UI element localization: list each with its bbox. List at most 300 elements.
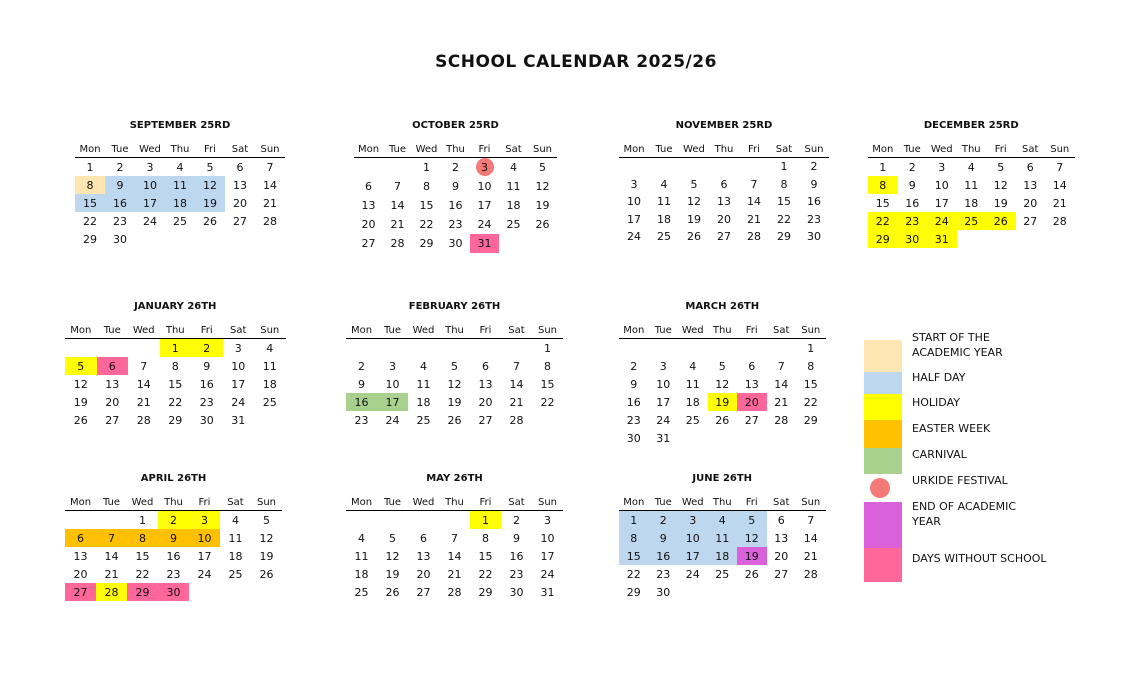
day-cell: 23: [656, 567, 671, 581]
day-cell: 24: [627, 230, 641, 244]
day-cell: 5: [263, 513, 270, 527]
month-8: [65, 473, 282, 621]
day-cell: 22: [777, 212, 791, 226]
day-cell: 2: [358, 359, 365, 373]
day-cell: 14: [104, 549, 119, 563]
day-cell: 13: [744, 377, 759, 391]
day-cell: 26: [447, 413, 462, 427]
day-cell: 25: [173, 214, 187, 228]
weekday-header: Mon: [350, 497, 373, 508]
weekday-header: Mon: [350, 325, 373, 336]
day-cell: 6: [420, 531, 427, 545]
day-cell: 17: [627, 212, 641, 226]
day-cell: 20: [73, 567, 88, 581]
day-cell: 11: [506, 180, 521, 193]
day-cell: 27: [1023, 214, 1038, 228]
weekday-header: Sun: [256, 497, 277, 508]
day-cell: 30: [509, 585, 524, 599]
day-cell: 18: [657, 212, 671, 226]
day-cell: 14: [263, 178, 277, 192]
day-cell: 7: [1056, 160, 1064, 174]
day-cell: 11: [708, 529, 738, 547]
day-cell: 13: [361, 199, 376, 212]
day-cell: 1: [160, 339, 192, 357]
day-cell: 20: [416, 567, 431, 581]
day-cell: 12: [687, 195, 701, 209]
day-cell: 30: [113, 232, 127, 246]
day-cell: 4: [689, 359, 697, 373]
day-cell: 24: [685, 567, 700, 581]
day-cell: 16: [199, 377, 214, 391]
day-cell: 19: [259, 549, 274, 563]
day-cell: 26: [715, 413, 730, 427]
day-cell: 22: [868, 212, 898, 230]
day-cell: 31: [231, 413, 246, 427]
weekday-header: Fri: [204, 144, 216, 155]
day-cell: 3: [659, 359, 667, 373]
day-cell: 26: [385, 585, 400, 599]
day-cell: 23: [898, 212, 928, 230]
weekday-header: Tue: [383, 325, 402, 336]
day-cell: 23: [807, 212, 821, 226]
day-cell: 8: [171, 359, 179, 373]
day-cell: 17: [934, 196, 949, 210]
day-cell: 28: [747, 230, 761, 244]
day-cell: 8: [780, 177, 788, 191]
day-cell: 15: [478, 549, 493, 563]
day-cell: 3: [389, 359, 396, 373]
day-cell: 29: [803, 413, 818, 427]
day-cell: 25: [262, 395, 277, 409]
day-cell: 30: [158, 583, 189, 601]
day-cell: 2: [810, 160, 818, 174]
day-cell: 6: [1026, 160, 1034, 174]
header-rule: [619, 338, 826, 339]
weekday-header: Fri: [994, 144, 1007, 155]
month-10: [619, 473, 826, 621]
day-cell: 11: [354, 549, 369, 563]
day-cell: 6: [482, 359, 489, 373]
day-cell: 15: [75, 194, 105, 212]
day-cell: 15: [540, 377, 555, 391]
day-cell: 10: [934, 178, 949, 192]
month-5: [65, 301, 286, 449]
weekday-header: Thu: [170, 144, 190, 155]
day-cell: 8: [807, 359, 815, 373]
day-cell: 21: [263, 196, 277, 210]
day-cell: 21: [509, 395, 524, 409]
legend-swatch-holiday: [864, 394, 902, 420]
day-cell: 2: [908, 160, 916, 174]
day-cell: 28: [803, 567, 818, 581]
day-cell: 21: [1052, 196, 1067, 210]
day-cell: 19: [73, 395, 88, 409]
day-cell: 21: [747, 212, 761, 226]
day-cell: 21: [136, 395, 151, 409]
legend-label: URKIDE FESTIVAL: [912, 474, 1008, 487]
day-cell: 12: [715, 377, 730, 391]
day-cell: 29: [478, 585, 493, 599]
weekday-header: Sat: [231, 144, 249, 155]
weekday-header: Sun: [801, 497, 821, 508]
day-cell: 8: [868, 176, 898, 194]
day-cell: 5: [65, 357, 97, 375]
day-cell: 5: [451, 359, 458, 373]
day-cell: 23: [509, 567, 524, 581]
day-cell: 17: [377, 393, 408, 411]
weekday-header: Mon: [79, 144, 101, 155]
weekday-header: Tue: [655, 144, 673, 155]
day-cell: 7: [777, 359, 785, 373]
day-cell: 11: [416, 377, 431, 391]
legend-swatch-end: [864, 502, 902, 548]
day-cell: 15: [803, 377, 818, 391]
day-cell: 17: [477, 199, 492, 212]
day-cell: 20: [233, 196, 247, 210]
day-cell: 26: [73, 413, 88, 427]
day-cell: 7: [451, 531, 458, 545]
day-cell: 25: [506, 218, 521, 231]
month-7: [619, 301, 826, 449]
day-cell: 4: [660, 177, 668, 191]
legend-swatch-festival: [870, 478, 890, 498]
day-cell: 23: [166, 567, 181, 581]
day-cell: 27: [478, 413, 493, 427]
day-cell: 25: [685, 413, 700, 427]
day-cell: 22: [419, 218, 434, 231]
day-cell: 9: [513, 531, 520, 545]
day-cell: 24: [656, 413, 671, 427]
day-cell: 10: [135, 176, 165, 194]
day-cell: 23: [448, 218, 463, 231]
weekday-header: Thu: [445, 325, 464, 336]
day-cell: 12: [73, 377, 88, 391]
day-cell: 18: [708, 547, 738, 565]
legend-label: START OF THE ACADEMIC YEAR: [912, 331, 1003, 359]
calendar-title: SCHOOL CALENDAR 2025/26: [435, 52, 717, 72]
day-cell: 8: [482, 531, 489, 545]
weekday-header: Wed: [132, 325, 155, 336]
day-cell: 17: [231, 377, 246, 391]
day-cell: 17: [197, 549, 212, 563]
day-cell: 27: [65, 583, 96, 601]
weekday-header: Tue: [654, 325, 672, 336]
day-cell: 7: [750, 177, 758, 191]
day-cell: 26: [259, 567, 274, 581]
day-cell: 22: [168, 395, 183, 409]
day-cell: 29: [127, 583, 158, 601]
weekday-header: Fri: [745, 497, 758, 508]
day-cell: 10: [627, 195, 641, 209]
weekday-header: Fri: [479, 325, 492, 336]
month-title: JANUARY 26TH: [134, 301, 217, 312]
day-cell: 22: [626, 567, 641, 581]
weekday-header: Sat: [508, 497, 525, 508]
day-cell: 18: [506, 199, 521, 212]
legend-swatch-carnival: [864, 448, 902, 474]
day-cell: 13: [416, 549, 431, 563]
day-cell: 27: [105, 413, 120, 427]
weekday-header: Mon: [623, 325, 645, 336]
month-title: SEPTEMBER 25RD: [129, 120, 231, 131]
day-cell: 19: [993, 196, 1008, 210]
header-rule: [346, 338, 563, 339]
day-cell: 5: [206, 160, 214, 174]
day-cell: 12: [447, 377, 462, 391]
day-cell: 27: [361, 237, 376, 250]
day-cell: 19: [385, 567, 400, 581]
day-cell: 3: [146, 160, 154, 174]
weekday-header: Thu: [164, 497, 183, 508]
day-cell: 24: [197, 567, 212, 581]
day-cell: 13: [1023, 178, 1038, 192]
day-cell: 28: [447, 585, 462, 599]
month-title: JUNE 26TH: [692, 473, 753, 484]
day-cell: 9: [203, 359, 211, 373]
day-cell: 6: [748, 359, 756, 373]
month-1: [75, 120, 285, 268]
day-cell: 3: [678, 511, 708, 529]
day-cell: 22: [540, 395, 555, 409]
weekday-header: Sun: [1050, 144, 1070, 155]
day-cell: 9: [105, 176, 135, 194]
day-cell: 9: [810, 177, 818, 191]
legend-label: HOLIDAY: [912, 396, 960, 409]
day-cell: 28: [1052, 214, 1067, 228]
day-cell: 5: [690, 177, 698, 191]
day-cell: 20: [774, 549, 789, 563]
day-cell: 9: [908, 178, 916, 192]
day-cell: 26: [986, 212, 1016, 230]
day-cell: 4: [358, 531, 365, 545]
day-cell: 1: [423, 161, 430, 174]
day-cell: 25: [715, 567, 730, 581]
day-cell: 21: [803, 549, 818, 563]
day-cell: 20: [737, 393, 767, 411]
day-cell: 24: [385, 413, 400, 427]
day-cell: 7: [266, 160, 274, 174]
day-cell: 6: [365, 180, 372, 193]
day-cell: 8: [619, 529, 649, 547]
legend-label: DAYS WITHOUT SCHOOL: [912, 552, 1047, 565]
day-cell: 31: [470, 234, 499, 253]
day-cell: 30: [199, 413, 214, 427]
day-cell: 16: [448, 199, 463, 212]
weekday-header: Wed: [681, 325, 704, 336]
day-cell: 6: [97, 357, 129, 375]
day-cell: 9: [649, 529, 679, 547]
day-cell: 2: [649, 511, 679, 529]
day-cell: 26: [687, 230, 701, 244]
day-cell: 6: [720, 177, 728, 191]
day-cell: 29: [868, 230, 898, 248]
day-cell: 12: [993, 178, 1008, 192]
weekday-header: Thu: [712, 325, 732, 336]
weekday-header: Tue: [383, 497, 402, 508]
day-cell: 1: [139, 513, 146, 527]
weekday-header: Sun: [537, 325, 558, 336]
legend-swatch-start: [864, 340, 902, 374]
day-cell: 6: [236, 160, 244, 174]
day-cell: 15: [135, 549, 150, 563]
day-cell: 16: [346, 393, 377, 411]
day-cell: 18: [416, 395, 431, 409]
day-cell: 12: [535, 180, 550, 193]
day-cell: 31: [540, 585, 555, 599]
day-cell: 3: [189, 511, 220, 529]
day-cell: 12: [195, 176, 225, 194]
month-title: APRIL 26TH: [140, 473, 207, 484]
day-cell: 18: [964, 196, 979, 210]
weekday-header: Sat: [508, 325, 525, 336]
day-cell: 30: [448, 237, 463, 250]
day-cell: 13: [105, 377, 120, 391]
legend-label: END OF ACADEMIC YEAR: [912, 500, 1017, 528]
day-cell: 16: [509, 549, 524, 563]
day-cell: 12: [259, 531, 274, 545]
weekday-header: Tue: [654, 497, 672, 508]
day-cell: 11: [657, 195, 671, 209]
day-cell: 12: [737, 529, 767, 547]
day-cell: 17: [540, 549, 555, 563]
weekday-header: Tue: [102, 497, 121, 508]
weekday-header: Mon: [872, 144, 894, 155]
day-cell: 30: [656, 585, 671, 599]
day-cell: 16: [626, 395, 641, 409]
day-cell: 23: [626, 413, 641, 427]
day-cell: 25: [957, 212, 987, 230]
day-cell: 13: [233, 178, 247, 192]
weekday-header: Fri: [748, 144, 760, 155]
day-cell: 24: [540, 567, 555, 581]
weekday-header: Mon: [70, 325, 92, 336]
day-cell: 14: [447, 549, 462, 563]
weekday-header: Sun: [804, 144, 824, 155]
day-cell: 15: [875, 196, 890, 210]
day-cell: 12: [385, 549, 400, 563]
weekday-header: Wed: [412, 325, 435, 336]
day-cell: 10: [477, 180, 492, 193]
day-cell: 22: [135, 567, 150, 581]
day-cell: 8: [127, 529, 158, 547]
day-cell: 10: [189, 529, 220, 547]
day-cell: 4: [510, 161, 517, 174]
day-cell: 19: [195, 194, 225, 212]
weekday-header: Wed: [683, 144, 705, 155]
day-cell: 28: [136, 413, 151, 427]
day-cell: 7: [807, 513, 815, 527]
month-title: NOVEMBER 25RD: [675, 120, 773, 131]
day-cell: 25: [416, 413, 431, 427]
weekday-header: Wed: [139, 144, 161, 155]
day-cell: 18: [165, 194, 195, 212]
day-cell: 30: [807, 230, 821, 244]
day-cell: 4: [232, 513, 239, 527]
day-cell: 20: [361, 218, 376, 231]
day-cell: 14: [509, 377, 524, 391]
day-cell: 3: [234, 341, 242, 355]
day-cell: 26: [744, 567, 759, 581]
day-cell: 5: [737, 511, 767, 529]
day-cell: 25: [354, 585, 369, 599]
day-cell: 16: [649, 547, 679, 565]
day-cell: 15: [619, 547, 649, 565]
day-cell: 28: [390, 237, 405, 250]
weekday-header: Wed: [930, 144, 953, 155]
day-cell: 30: [898, 230, 928, 248]
legend-label: CARNIVAL: [912, 448, 967, 461]
day-cell: 21: [447, 567, 462, 581]
day-cell: 21: [774, 395, 789, 409]
day-cell: 4: [967, 160, 975, 174]
month-title: MARCH 26TH: [685, 301, 760, 312]
day-cell: 10: [678, 529, 708, 547]
month-title: FEBRUARY 26TH: [408, 301, 501, 312]
day-cell: 19: [687, 212, 701, 226]
day-cell: 2: [630, 359, 638, 373]
day-cell: 20: [105, 395, 120, 409]
legend-label: EASTER WEEK: [912, 422, 991, 435]
weekday-header: Wed: [131, 497, 154, 508]
weekday-header: Sun: [537, 497, 558, 508]
day-cell: 11: [228, 531, 243, 545]
day-cell: 27: [717, 230, 731, 244]
day-cell: 17: [678, 547, 708, 565]
weekday-header: Sat: [227, 497, 244, 508]
day-cell: 28: [263, 214, 277, 228]
day-cell: 4: [266, 341, 274, 355]
day-cell: 2: [158, 511, 189, 529]
day-cell: 11: [165, 176, 195, 194]
day-cell: 4: [420, 359, 427, 373]
day-cell: 27: [233, 214, 247, 228]
day-cell: 31: [656, 431, 671, 445]
day-cell: 27: [744, 413, 759, 427]
day-cell: 8: [544, 359, 551, 373]
day-cell: 16: [807, 195, 821, 209]
day-cell: 14: [390, 199, 405, 212]
day-cell: 21: [104, 567, 119, 581]
weekday-header: Sat: [230, 325, 247, 336]
day-cell: 1: [470, 511, 501, 529]
day-cell: 7: [394, 180, 401, 193]
day-cell: 30: [626, 431, 641, 445]
day-cell: 9: [358, 377, 365, 391]
day-cell: 7: [96, 529, 127, 547]
day-cell: 19: [447, 395, 462, 409]
day-cell: 1: [619, 511, 649, 529]
legend-swatch-noschool: [864, 548, 902, 582]
day-cell: 20: [717, 212, 731, 226]
day-cell: 2: [116, 160, 124, 174]
day-cell: 7: [140, 359, 148, 373]
day-cell: 14: [1052, 178, 1067, 192]
day-cell: 19: [708, 393, 738, 411]
day-cell: 15: [419, 199, 434, 212]
day-cell: 24: [927, 212, 957, 230]
weekday-header: Thu: [961, 144, 981, 155]
day-cell: 31: [927, 230, 957, 248]
day-cell: 18: [685, 395, 700, 409]
day-cell: 4: [176, 160, 184, 174]
weekday-header: Tue: [103, 325, 121, 336]
day-cell: 24: [143, 214, 157, 228]
weekday-header: Sun: [260, 325, 280, 336]
weekday-header: Sun: [532, 144, 553, 155]
month-6: [346, 301, 563, 449]
weekday-header: Wed: [681, 497, 704, 508]
month-title: OCTOBER 25RD: [412, 120, 499, 131]
